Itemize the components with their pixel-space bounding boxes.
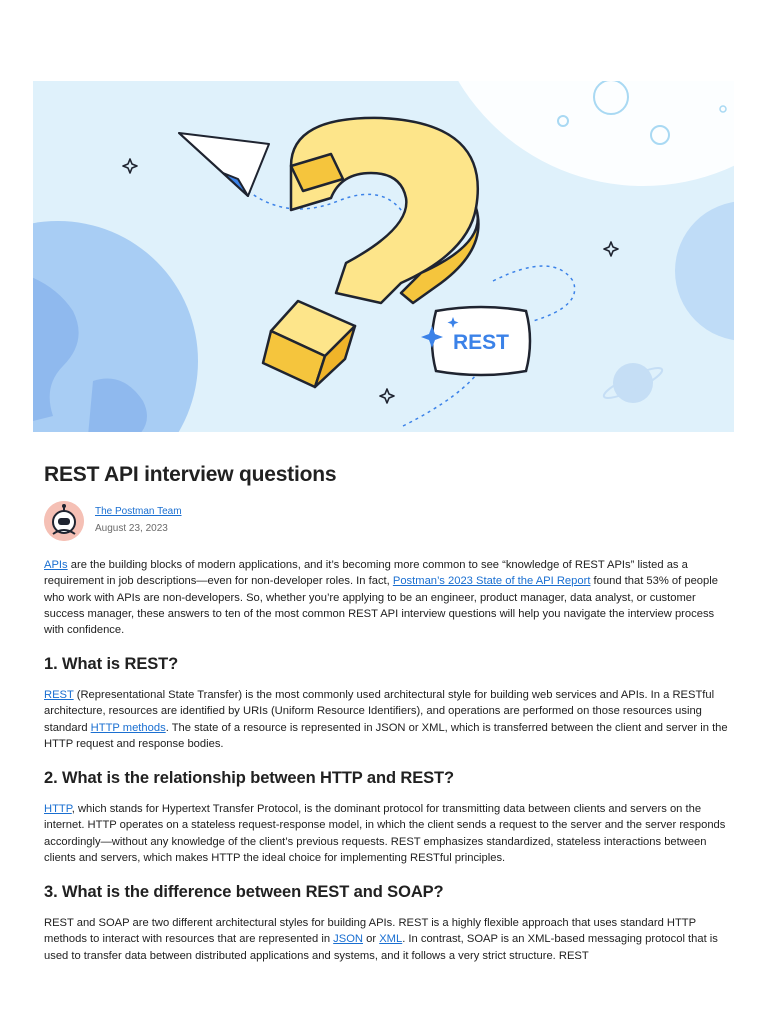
sparkle-icon [380, 389, 394, 403]
ringed-planet-shape [601, 363, 665, 403]
avatar [44, 501, 84, 541]
sparkle-icon [123, 159, 137, 173]
section-paragraph-what-is-rest: REST (Representational State Transfer) is the most commonly used architectural style for building web services and APIs. In a RESTful architecture, resources are identified by URIs (Uniform Resource Identifiers), and operations are performed on those resources using standard HTTP methods. The state of a resource is represented in JSON or XML, which is transferred between the client and server in the HTTP request and response bodies. [44, 689, 728, 750]
hero-illustration [33, 81, 734, 432]
http-methods-link[interactable]: HTTP methods [90, 721, 166, 734]
section-paragraph-http-rest: HTTP, which stands for Hypertext Transfer Protocol, is the dominant protocol for transmitting data between clients and servers on the internet. HTTP operates on a stateless request-response model, in which the client sends a request to the server and the server responds accordingly—without any knowledge of the client’s previous requests. REST emphasizes standardized, stateless interactions between clients and servers, which makes HTTP the ideal choice for implementing RESTful principles. [44, 803, 726, 864]
api-report-link[interactable]: Postman’s 2023 State of the API Report [392, 575, 591, 588]
http-link[interactable]: HTTP [44, 803, 72, 815]
right-planet-shape [675, 201, 734, 341]
sparkle-icon [604, 242, 618, 256]
section-heading-http-rest: 2. What is the relationship between HTTP and REST? [44, 769, 454, 787]
cube-shape [263, 301, 355, 387]
section-heading-what-is-rest: 1. What is REST? [44, 655, 179, 673]
intro-paragraph: APIs are the building blocks of modern applications, and it’s becoming more common to see “knowledge of REST APIs” listed as a requirement in job descriptions—even for non-developer roles. In fact, Postman’s 2023 State of the API Report found that 53% of people who work with APIs are non-developers. So, whether you’re applying to be an engineer, product manager, data analyst, or customer success manager, these answers to ten of the most common REST API interview questions will help you navigate the interview process with confidence. [44, 559, 718, 637]
left-planet-shape [33, 221, 198, 432]
rest-badge-label: REST [452, 331, 510, 354]
json-link[interactable]: JSON [333, 933, 364, 946]
page-title: REST API interview questions [44, 463, 337, 486]
author-link[interactable]: The Postman Team [95, 506, 182, 517]
section-heading-rest-vs-soap: 3. What is the difference between REST and SOAP? [44, 883, 444, 901]
section-paragraph-rest-vs-soap: REST and SOAP are two different architectural styles for building APIs. REST is a highly flexible approach that uses standard HTTP methods to interact with resources that are represented in JSON or XML. In contrast, SOAP is an XML-based messaging protocol that is used to transfer data between distributed applications and systems, and it follows a very strict structure. REST [44, 917, 718, 962]
rest-link[interactable]: REST [44, 689, 74, 701]
paper-plane-icon [179, 133, 269, 196]
publish-date: August 23, 2023 [95, 523, 168, 534]
question-mark-shape [291, 118, 478, 303]
rest-badge [421, 307, 530, 375]
apis-link[interactable]: APIs [44, 559, 68, 571]
xml-link[interactable]: XML [379, 933, 403, 946]
